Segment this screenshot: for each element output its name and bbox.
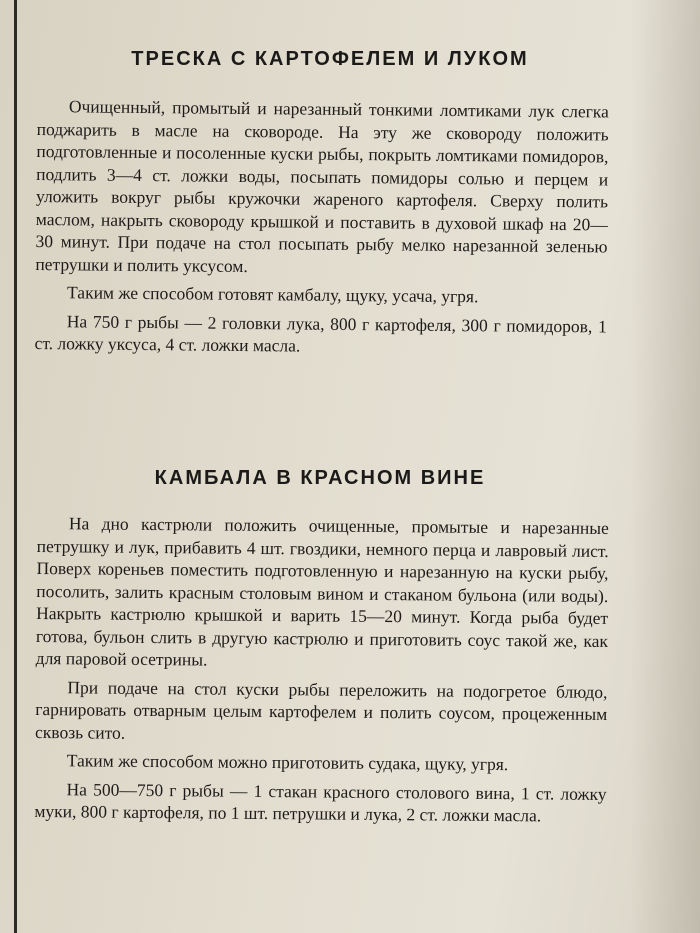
recipe-ingredients: На 500—750 г рыбы — 1 стакан красного столового вина, 1 ст. ложку муки, 800 г картофеля, по 1 шт. петрушки и лука, 2 ст. ложки масла. — [34, 778, 607, 826]
recipe-serving: При подаче на стол куски рыбы переложить на подогретое блюдо, гарнировать отварным целым картофелем и полить соусом, процеженным сквозь сито. — [34, 676, 608, 743]
recipe-ingredients: На 750 г рыбы — 2 головки лука, 800 г картофеля, 300 г помидоров, 1 ст. ложку уксуса, 4 ст. ложки масла. — [34, 310, 607, 356]
recipe-title-cod: ТРЕСКА С КАРТОФЕЛЕМ И ЛУКОМ — [131, 48, 529, 70]
recipe-instructions: Очищенный, промытый и нарезанный тонкими ломтиками лук слегка поджарить в масле на сковороде. На эту же сковороду положить подготовленные и посоленные куски рыбы, покрыть ломтиками помидоров, подлить 3—4 ст. ложки воды, посыпать помидоры солью и перцем и уложить вокруг рыбы кружочки жареного картофеля. Сверху полить маслом, накрыть сковороду крышкой и поставить в духовой шкаф на 20—30 минут. При подаче на стол посыпать рыбу мелко нарезанной зеленью петрушки и полить уксусом. — [35, 96, 609, 276]
recipe-body-flounder — [34, 512, 609, 833]
recipe-title-flounder: КАМБАЛА В КРАСНОМ ВИНЕ — [154, 467, 486, 489]
recipe-instructions: На дно кастрюли положить очищенные, промытые и нарезанные петрушку и лук, прибавить 4 шт. гвоздики, немного перца и лавровый лист. Поверх кореньев поместить подготовленную и нарезанную на куски рыбу, посолить, залить красным столовым вином и стаканом бульона (или воды). Накрыть кастрюлю крышкой и варить 15—20 минут. Когда рыба будет готова, бульон слить в другую кастрюлю и приготовить соус такой же, как для паровой осетрины. — [35, 513, 609, 670]
recipe-variation: Таким же способом можно приготовить судака, щуку, угря. — [66, 750, 509, 775]
page-border-line — [14, 0, 17, 933]
recipe-variation: Таким же способом готовят камбалу, щуку, усача, угря. — [67, 282, 479, 307]
page-shadow — [630, 0, 700, 933]
recipe-body-cod — [34, 95, 609, 366]
